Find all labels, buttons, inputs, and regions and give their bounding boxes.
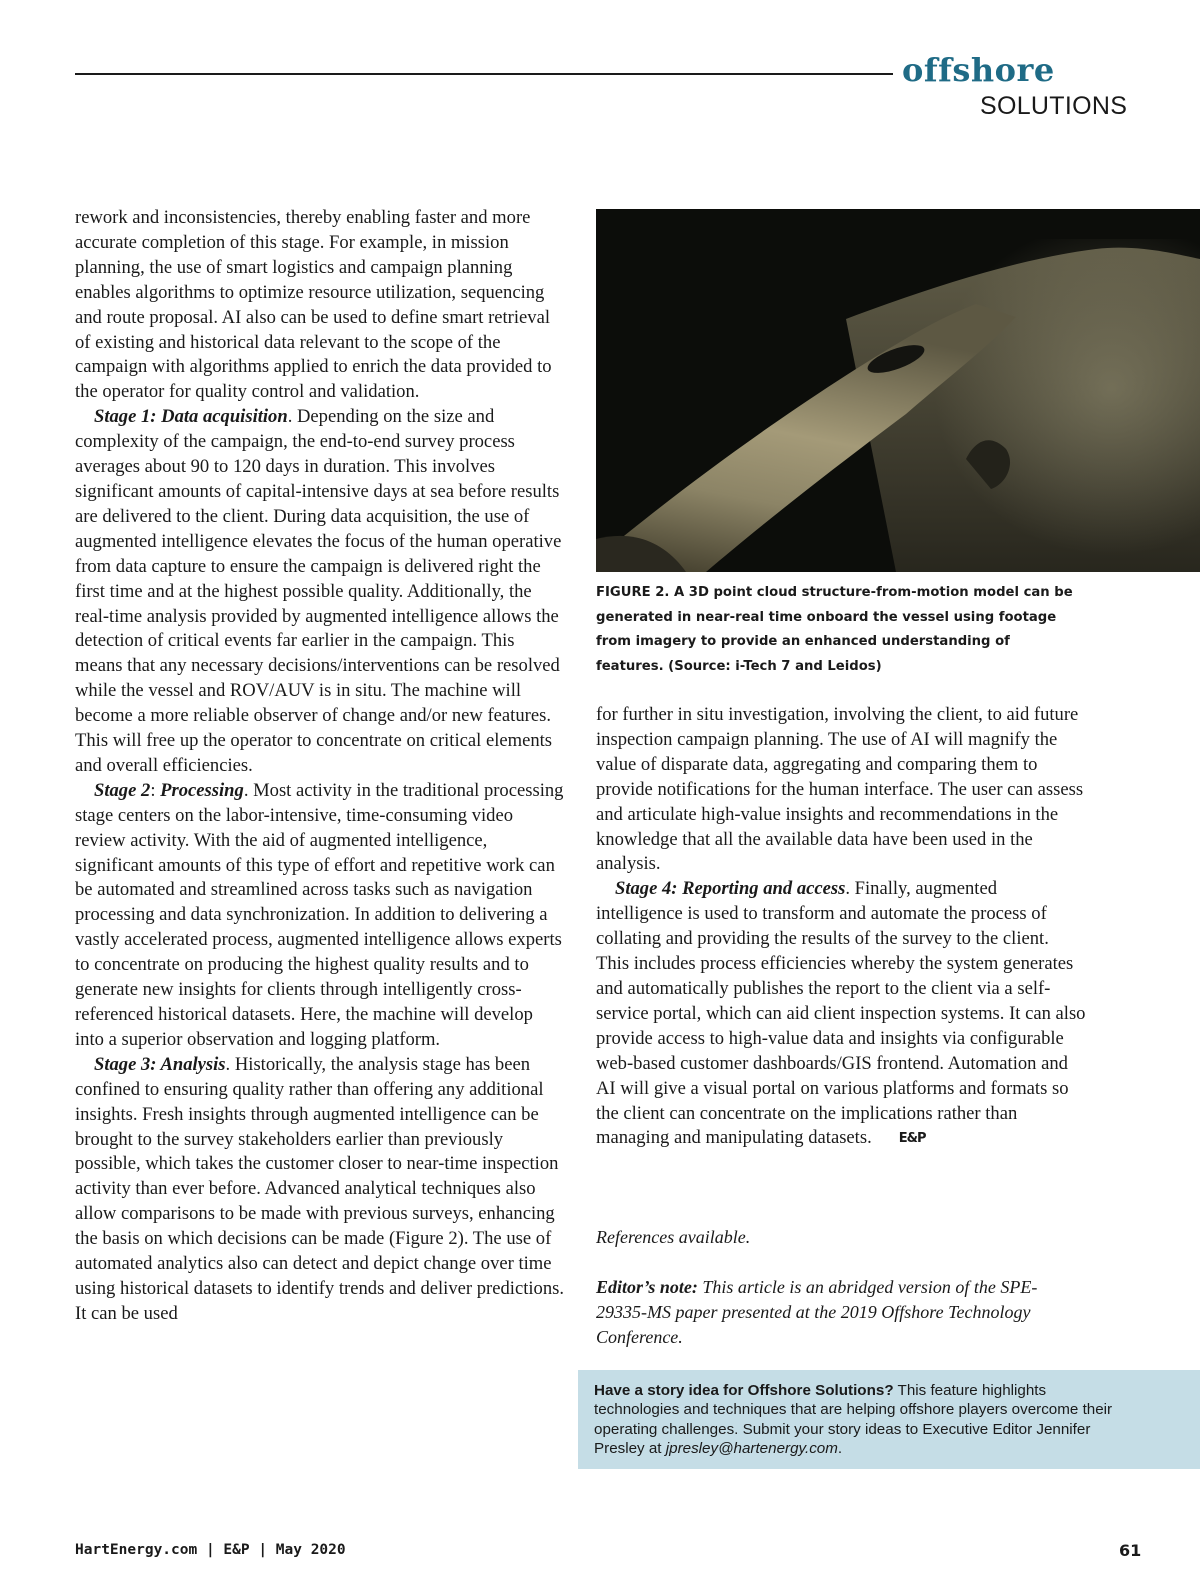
stage-1-label: Stage 1: Data acquisition	[94, 406, 288, 428]
paragraph	[596, 703, 1086, 877]
point-cloud-illustration	[596, 209, 1200, 572]
stage-2-text: . Most activity in the traditional processing stage centers on the labor-intensive, time-consuming video review activity. With the aid of augmented intelligence, significant amounts of this type of effort and repetitive work can be automated and streamlined across tasks such as navigation processing and data synchronization. In addition to delivering a vastly accelerated process, augmented intelligence allows experts to concentrate on producing the highest quality results and to generate new insights for clients through intelligently cross-referenced historical datasets. Here, the machine will develop into a superior observation and logging platform.	[75, 779, 564, 1050]
right-column	[596, 703, 1086, 1152]
editor-note	[596, 1275, 1056, 1350]
left-column	[75, 206, 565, 1327]
paragraph-stage-2	[75, 779, 565, 1053]
stage-3-text: . Historically, the analysis stage has been confined to ensuring quality rather than offering any additional insights. Fresh insights through augmented intelligence can be brought to the survey stakeholders earlier than previously possible, which takes the customer closer to near-time inspection activity than ever before. Advanced analytical techniques also allow comparisons to be made with previous surveys, enhancing the basis on which decisions can be made (Figure 2). The use of automated analytics also can detect and depict change over time using historical datasets to identify trends and deliver predictions. It can be used	[75, 1053, 565, 1324]
stage-3-label: Stage 3: Analysis	[94, 1053, 226, 1075]
story-idea-end: .	[837, 1440, 843, 1458]
stage-2-label: Stage 2	[94, 779, 151, 801]
paragraph-stage-1	[75, 405, 565, 779]
paragraph-text: rework and inconsistencies, thereby enabling faster and more accurate completion of this stage. For example, in mission planning, the use of smart logistics and campaign planning enables algorithms to optimize resource utilization, sequencing and route proposal. AI also can be used to define smart retrieval of existing and historical data relevant to the scope of the campaign with algorithms applied to enrich the data provided to the operator for quality control and validation.	[75, 207, 552, 403]
section-subtitle: SOLUTIONS	[980, 92, 1128, 120]
paragraph-stage-3	[75, 1053, 565, 1327]
stage-4-label: Stage 4: Reporting and access	[615, 878, 846, 900]
editor-note-text: This article is an abridged version of the SPE-29335-MS paper presented at the 2019 Offshore Technology Conference.	[596, 1277, 1038, 1347]
ep-end-mark-logo: E&P	[898, 1131, 926, 1147]
paragraph-text: for further in situ investigation, involving the client, to aid future inspection campaign planning. The use of AI will magnify the value of disparate data, aggregating and comparing them to provide notifications for the human interface. The user can assess and articulate high-value insights and recommendations in the knowledge that all the available data have been used in the analysis.	[596, 704, 1084, 875]
story-idea-body: This feature highlights technologies and techniques that are helping offshore players overcome their operating challenges. Submit your story ideas to Executive Editor Jennifer Presley at	[594, 1382, 1113, 1458]
editor-email-link[interactable]: jpresley@hartenergy.com	[665, 1440, 838, 1458]
paragraph	[75, 206, 565, 405]
stage-2-colon: :	[150, 779, 161, 801]
footer-publication: HartEnergy.com | E&P | May 2020	[75, 1542, 346, 1558]
story-idea-lead: Have a story idea for Offshore Solutions?	[594, 1382, 894, 1399]
page-number: 61	[1119, 1541, 1142, 1560]
figure-point-cloud-image	[596, 209, 1200, 572]
section-title: offshore	[902, 51, 1055, 89]
stage-1-text: . Depending on the size and complexity of the campaign, the end-to-end survey process averages about 90 to 120 days in duration. This involves significant amounts of capital-intensive days at sea before results are delivered to the client. During data acquisition, the use of augmented intelligence elevates the focus of the human operative from data capture to ensure the campaign is delivered right the first time and at the highest possible quality. Additionally, the real-time analysis provided by augmented intelligence allows the detection of critical events far earlier in the campaign. This means that any necessary decisions/interventions can be resolved while the vessel and ROV/AUV is in situ. The machine will become a more reliable observer of change and/or new features. This will free up the operator to concentrate on critical elements and overall efficiencies.	[75, 406, 562, 776]
editor-note-label: Editor’s note:	[596, 1277, 698, 1297]
paragraph-stage-4	[596, 877, 1086, 1152]
story-idea-text	[594, 1381, 1114, 1459]
stage-2-label-name: Processing	[160, 779, 244, 801]
figure-caption: FIGURE 2. A 3D point cloud structure-from-motion model can be generated in near-real time onboard the vessel using footage from imagery to provide an enhanced understanding of features. (Source: i-Tech 7 and Leidos)	[596, 585, 1073, 674]
references-note: References available.	[596, 1227, 751, 1247]
stage-4-text: . Finally, augmented intelligence is used to transform and automate the process of collating and providing the results of the survey to the client. This includes process efficiencies whereby the system generates and automatically publishes the report to the client via a self-service portal, which can aid client inspection systems. It can also provide access to high-value data and insights via configurable web-based customer dashboards/GIS frontend. Automation and AI will give a visual portal on various platforms and formats so the client can concentrate on the implications rather than managing and manipulating datasets.	[596, 878, 1086, 1149]
header-rule	[75, 73, 893, 75]
